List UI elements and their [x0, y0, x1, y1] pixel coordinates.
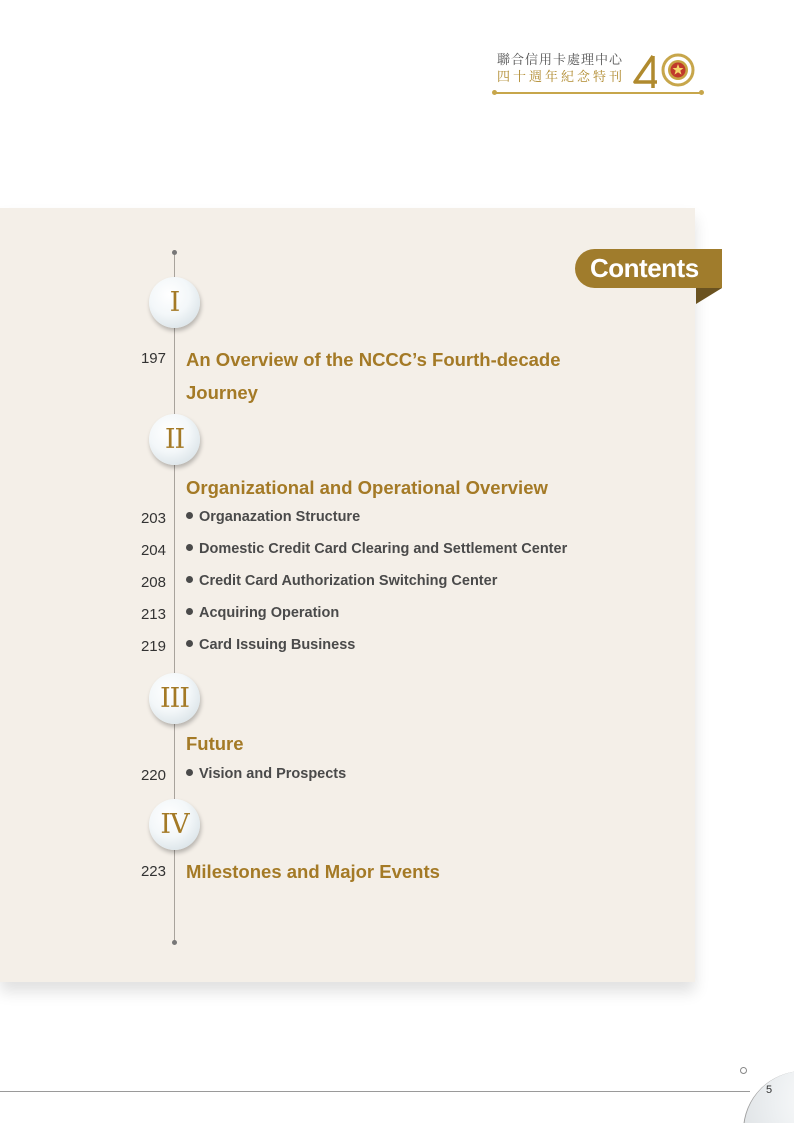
page-corner-curve — [743, 1071, 794, 1123]
toc-item[interactable] — [186, 509, 360, 525]
section-heading-organizational[interactable]: Organizational and Operational Overview — [186, 477, 548, 498]
timeline-end-dot — [172, 940, 177, 945]
toc-item-label: Credit Card Authorization Switching Center — [199, 573, 498, 589]
page-number: 5 — [766, 1084, 773, 1096]
page-number-213[interactable]: 213 — [140, 606, 166, 623]
page-corner-dot — [740, 1067, 747, 1074]
section-numeral-4: IV — [149, 799, 200, 850]
anniversary-logo — [631, 52, 701, 90]
header-rule — [495, 92, 701, 94]
toc-item[interactable] — [186, 766, 346, 782]
toc-item[interactable] — [186, 573, 497, 589]
toc-item-label: Card Issuing Business — [199, 637, 356, 653]
page-number-208[interactable]: 208 — [140, 574, 166, 591]
page-number-219[interactable]: 219 — [140, 638, 166, 655]
section-heading-milestones[interactable]: Milestones and Major Events — [186, 861, 440, 882]
header-text — [497, 52, 625, 86]
toc-item[interactable] — [186, 637, 355, 653]
timeline-start-dot — [172, 250, 177, 255]
page-number-204[interactable]: 204 — [140, 542, 166, 559]
toc-item-label: Domestic Credit Card Clearing and Settlement Center — [199, 541, 568, 557]
section-numeral-1: I — [149, 277, 200, 328]
toc-item[interactable] — [186, 541, 567, 557]
bullet-icon — [186, 769, 193, 776]
contents-tab-fold — [696, 288, 722, 304]
heading-line-2: Journey — [186, 382, 258, 403]
contents-title-tab: Contents — [575, 249, 722, 288]
heading-line-1: An Overview of the NCCC’s Fourth-decade — [186, 349, 561, 370]
toc-item[interactable] — [186, 605, 339, 621]
publication-title: 四十週年紀念特刊 — [497, 70, 626, 85]
section-numeral-2: II — [149, 414, 200, 465]
section-heading-overview[interactable] — [186, 343, 561, 409]
bullet-icon — [186, 640, 193, 647]
page-number-203[interactable]: 203 — [140, 510, 166, 527]
section-heading-future[interactable]: Future — [186, 733, 244, 754]
bullet-icon — [186, 608, 193, 615]
section-numeral-3: III — [149, 673, 200, 724]
page-number-223[interactable]: 223 — [140, 863, 166, 880]
bullet-icon — [186, 544, 193, 551]
org-name: 聯合信用卡處理中心 — [497, 53, 624, 68]
footer-rule — [0, 1091, 750, 1092]
toc-item-label: Organazation Structure — [199, 509, 361, 525]
toc-item-label: Acquiring Operation — [199, 605, 340, 621]
publication-header — [497, 52, 703, 98]
bullet-icon — [186, 512, 193, 519]
page-number-220[interactable]: 220 — [140, 767, 166, 784]
toc-item-label: Vision and Prospects — [199, 766, 347, 782]
page-number-197[interactable]: 197 — [140, 350, 166, 367]
bullet-icon — [186, 576, 193, 583]
